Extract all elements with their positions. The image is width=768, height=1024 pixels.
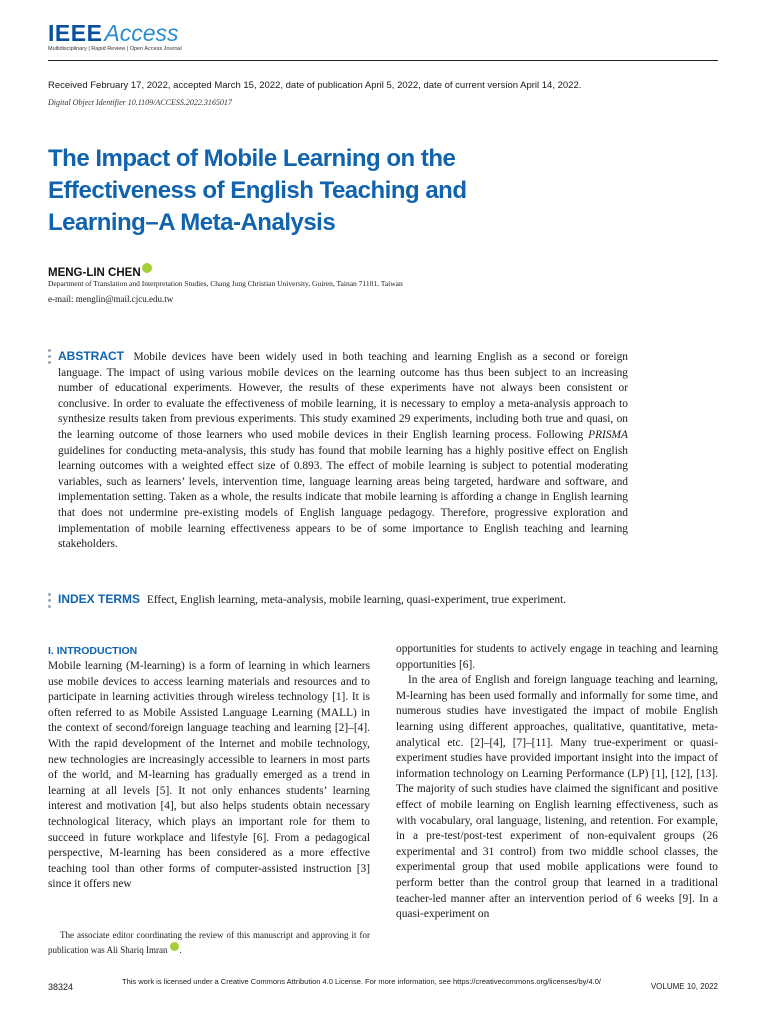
received-dates: Received February 17, 2022, accepted March 15, 2022, date of publication April 5, 2022, date of current version April 14, 2022. bbox=[48, 80, 582, 91]
title-line-2: Effectiveness of English Teaching and bbox=[48, 177, 467, 204]
editor-orcid-icon[interactable] bbox=[170, 942, 179, 951]
author-block bbox=[48, 263, 152, 279]
author-affiliation: Department of Translation and Interpretation Studies, Chang Jung Christian University, Guiren, Tainan 71101, Taiwan bbox=[48, 279, 403, 288]
intro-paragraph-1: Mobile learning (M-learning) is a form of learning in which learners use mobile devices to access learning materials and resources and to participate in learning activities through wireless technology [1]. It is often referred to as Mobile Assisted Language Learning (MALL) in the context of second/foreign language teaching and learning [2]–[4]. With the rapid development of the Internet and mobile technology, new technologies are increasingly accessible to learners in most parts of the world, and M-learning has gradually emerged as a trend in learning at all levels [5]. It not only enhances students’ learning interest and motivation [4], but also helps students obtain necessary technological literacy, which plays an important role for them to succeed in future workplace and lifestyle [6]. From a pedagogical perspective, M-learning has been considered as a more effective teaching tool than other forms of computer-assisted instruction [3] since it offers new bbox=[48, 660, 370, 891]
volume-label: VOLUME 10, 2022 bbox=[650, 982, 718, 991]
header-rule bbox=[48, 60, 718, 61]
page-number: 38324 bbox=[48, 982, 74, 992]
section-heading-introduction: I. INTRODUCTION bbox=[48, 645, 138, 657]
orcid-icon[interactable] bbox=[142, 263, 152, 273]
author-email: e-mail: menglin@mail.cjcu.edu.tw bbox=[48, 294, 174, 304]
title-line-3: Learning–A Meta-Analysis bbox=[48, 209, 336, 236]
intro-paragraph-3: In the area of English and foreign language teaching and learning, M-learning has been used formally and informally for some time, and numerous studies have investigated the impact of mobile English learning using different approaches, qualitative, quantitative, meta-analytical etc. [2]–[4], [7]–[11]. Many true-experiment or quasi-experiment studies have provided important insight into the impact of information technology on Learning Performance (LP) [1], [12], [13]. The majority of such studies have claimed the significant and positive effect of mobile learning on English learning effectiveness, such as with vocabulary, oral language, listening, and retention. For example, in a pre-test/post-test experiment of non-equivalent groups (26 experimental and 31 control) from two middle school classes, the experimental group that used mobile applications were found to perform better than the control group that learned in a traditional teacher-led manner after an intervention period of 6 weeks [9]. In a quasi-experiment on bbox=[396, 674, 718, 921]
index-terms-label: INDEX TERMS bbox=[58, 592, 141, 606]
logo-ieee-text: IEEE bbox=[48, 20, 103, 46]
editor-footnote: The associate editor coordinating the review of this manuscript and approving it for publication was Ali Shariq Imran . bbox=[48, 930, 370, 955]
doi-line: Digital Object Identifier 10.1109/ACCESS.2022.3165017 bbox=[48, 98, 232, 107]
intro-paragraph-2: opportunities for students to actively engage in teaching and learning opportunities [6]. bbox=[396, 643, 718, 671]
logo-tagline: Multidisciplinary | Rapid Review | Open Access Journal bbox=[48, 46, 182, 52]
index-terms-text: Effect, English learning, meta-analysis, mobile learning, quasi-experiment, true experiment. bbox=[146, 594, 567, 606]
title-line-1: The Impact of Mobile Learning on the bbox=[48, 145, 456, 172]
paper-title bbox=[48, 143, 548, 239]
abstract-label: ABSTRACT bbox=[58, 349, 124, 363]
index-terms-dots-icon bbox=[48, 593, 51, 611]
abstract bbox=[58, 349, 628, 553]
author-name: MENG-LIN CHEN bbox=[48, 267, 141, 279]
abstract-dots-icon bbox=[48, 349, 51, 367]
logo-access-text: Access bbox=[104, 20, 179, 46]
abstract-prisma: PRISMA bbox=[588, 428, 628, 441]
left-column bbox=[48, 644, 370, 893]
index-terms bbox=[58, 592, 628, 609]
license-notice[interactable]: This work is licensed under a Creative Commons Attribution 4.0 License. For more information, see https://creativecommons.org/licenses/by/4.0/ bbox=[122, 977, 601, 986]
abstract-text-2: guidelines for conducting meta-analysis, this study has found that mobile learning has a highly positive effect on English learning outcomes with a weighted effect size of 0.893. The effect of mobile learning is subject to potential moderating variables, such as learners’ levels, intervention time, language learning areas being targeted, hardware and software, and implementation setting. Taken as a whole, the results indicate that mobile learning is affording a change in English learning that does not undermine pre-existing models of English language pedagogy. Therefore, progressive exploration and implementation of mobile learning effectiveness appears to be of some importance to English teaching and learning stakeholders. bbox=[58, 444, 628, 551]
right-column bbox=[396, 642, 718, 923]
footnote-text: The associate editor coordinating the review of this manuscript and approving it for publication was Ali Shariq Imran bbox=[48, 930, 370, 955]
ieee-access-logo bbox=[48, 21, 182, 52]
abstract-text-1: Mobile devices have been widely used in both teaching and learning English as a second or foreign language. The impact of using various mobile devices on the learning outcome has thus been subject to an increasing number of educational experiments. However, the results of these experiments have not always been consistent or conclusive. In order to evaluate the effectiveness of mobile learning, it is necessary to employ a meta-analysis approach to synthesize results taken from previous experiments. This study examined 29 experiments, including both true and quasi, on the learning outcome of those learners who used mobile devices in their English learning process. Following bbox=[58, 351, 628, 441]
